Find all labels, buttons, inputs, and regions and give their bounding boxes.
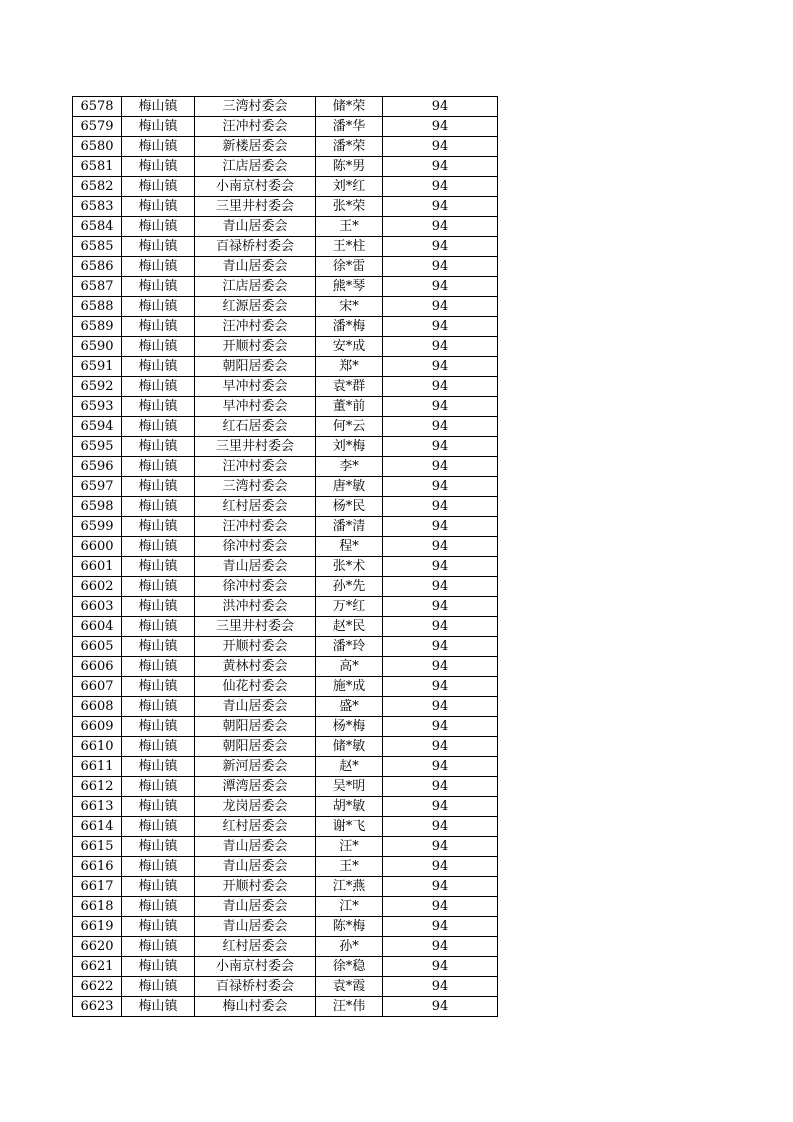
committee-cell: 青山居委会 [195,697,316,717]
town-cell: 梅山镇 [122,677,195,697]
committee-cell: 三里井村委会 [195,437,316,457]
person-name-cell: 程* [316,537,383,557]
town-cell: 梅山镇 [122,617,195,637]
table-row [73,417,498,437]
committee-cell: 三湾村委会 [195,477,316,497]
score-cell: 94 [383,597,498,617]
row-number-cell: 6603 [73,597,122,617]
town-cell: 梅山镇 [122,397,195,417]
score-cell: 94 [383,897,498,917]
table-row [73,797,498,817]
committee-cell: 黄林村委会 [195,657,316,677]
committee-cell: 江店居委会 [195,277,316,297]
score-cell: 94 [383,217,498,237]
town-cell: 梅山镇 [122,517,195,537]
row-number-cell: 6615 [73,837,122,857]
committee-cell: 青山居委会 [195,217,316,237]
table-row [73,377,498,397]
score-cell: 94 [383,257,498,277]
town-cell: 梅山镇 [122,577,195,597]
person-name-cell: 董*前 [316,397,383,417]
score-cell: 94 [383,97,498,117]
table-row [73,437,498,457]
score-cell: 94 [383,577,498,597]
town-cell: 梅山镇 [122,477,195,497]
score-cell: 94 [383,117,498,137]
score-cell: 94 [383,837,498,857]
town-cell: 梅山镇 [122,977,195,997]
row-number-cell: 6585 [73,237,122,257]
committee-cell: 洪冲村委会 [195,597,316,617]
town-cell: 梅山镇 [122,277,195,297]
person-name-cell: 汪*伟 [316,997,383,1017]
table-row [73,677,498,697]
person-name-cell: 李* [316,457,383,477]
person-name-cell: 储*荣 [316,97,383,117]
score-cell: 94 [383,237,498,257]
town-cell: 梅山镇 [122,957,195,977]
person-name-cell: 施*成 [316,677,383,697]
committee-cell: 朝阳居委会 [195,737,316,757]
person-name-cell: 杨*民 [316,497,383,517]
town-cell: 梅山镇 [122,217,195,237]
committee-cell: 青山居委会 [195,897,316,917]
committee-cell: 梅山村委会 [195,997,316,1017]
person-name-cell: 王* [316,217,383,237]
table-row [73,97,498,117]
person-name-cell: 陈*梅 [316,917,383,937]
row-number-cell: 6599 [73,517,122,537]
person-name-cell: 王* [316,857,383,877]
committee-cell: 汪冲村委会 [195,117,316,137]
person-name-cell: 孙* [316,937,383,957]
row-number-cell: 6618 [73,897,122,917]
table-row [73,457,498,477]
score-cell: 94 [383,817,498,837]
score-cell: 94 [383,377,498,397]
row-number-cell: 6609 [73,717,122,737]
person-name-cell: 袁*霞 [316,977,383,997]
committee-cell: 汪冲村委会 [195,517,316,537]
table-row [73,517,498,537]
person-name-cell: 郑* [316,357,383,377]
score-cell: 94 [383,297,498,317]
committee-cell: 小南京村委会 [195,957,316,977]
committee-cell: 早冲村委会 [195,377,316,397]
town-cell: 梅山镇 [122,377,195,397]
town-cell: 梅山镇 [122,917,195,937]
score-cell: 94 [383,137,498,157]
person-name-cell: 陈*男 [316,157,383,177]
committee-cell: 青山居委会 [195,917,316,937]
row-number-cell: 6591 [73,357,122,377]
table-row [73,157,498,177]
committee-cell: 小南京村委会 [195,177,316,197]
table-row [73,557,498,577]
table-row [73,737,498,757]
score-cell: 94 [383,977,498,997]
town-cell: 梅山镇 [122,257,195,277]
table-row [73,957,498,977]
town-cell: 梅山镇 [122,777,195,797]
row-number-cell: 6600 [73,537,122,557]
committee-cell: 汪冲村委会 [195,457,316,477]
committee-cell: 朝阳居委会 [195,717,316,737]
row-number-cell: 6619 [73,917,122,937]
row-number-cell: 6583 [73,197,122,217]
table-row [73,177,498,197]
row-number-cell: 6621 [73,957,122,977]
committee-cell: 早冲村委会 [195,397,316,417]
score-cell: 94 [383,457,498,477]
table-row [73,977,498,997]
person-name-cell: 吴*明 [316,777,383,797]
score-cell: 94 [383,777,498,797]
town-cell: 梅山镇 [122,337,195,357]
table-row [73,917,498,937]
committee-cell: 仙花村委会 [195,677,316,697]
row-number-cell: 6617 [73,877,122,897]
town-cell: 梅山镇 [122,497,195,517]
row-number-cell: 6613 [73,797,122,817]
person-name-cell: 胡*敏 [316,797,383,817]
score-cell: 94 [383,877,498,897]
table-row [73,537,498,557]
committee-cell: 徐冲村委会 [195,537,316,557]
person-name-cell: 储*敏 [316,737,383,757]
roster-table [72,96,498,1017]
town-cell: 梅山镇 [122,857,195,877]
town-cell: 梅山镇 [122,657,195,677]
row-number-cell: 6606 [73,657,122,677]
table-row [73,297,498,317]
table-row [73,597,498,617]
score-cell: 94 [383,697,498,717]
person-name-cell: 张*术 [316,557,383,577]
committee-cell: 青山居委会 [195,257,316,277]
person-name-cell: 潘*梅 [316,317,383,337]
row-number-cell: 6579 [73,117,122,137]
committee-cell: 百禄桥村委会 [195,977,316,997]
committee-cell: 红村居委会 [195,497,316,517]
row-number-cell: 6581 [73,157,122,177]
person-name-cell: 潘*玲 [316,637,383,657]
table-row [73,717,498,737]
table-row [73,217,498,237]
table-row [73,137,498,157]
row-number-cell: 6605 [73,637,122,657]
person-name-cell: 江*燕 [316,877,383,897]
row-number-cell: 6622 [73,977,122,997]
person-name-cell: 袁*群 [316,377,383,397]
person-name-cell: 张*荣 [316,197,383,217]
row-number-cell: 6590 [73,337,122,357]
town-cell: 梅山镇 [122,357,195,377]
committee-cell: 红源居委会 [195,297,316,317]
town-cell: 梅山镇 [122,897,195,917]
row-number-cell: 6594 [73,417,122,437]
table-row [73,357,498,377]
score-cell: 94 [383,917,498,937]
row-number-cell: 6578 [73,97,122,117]
committee-cell: 开顺村委会 [195,637,316,657]
table-row [73,317,498,337]
town-cell: 梅山镇 [122,997,195,1017]
score-cell: 94 [383,197,498,217]
score-cell: 94 [383,417,498,437]
person-name-cell: 熊*琴 [316,277,383,297]
table-row [73,857,498,877]
score-cell: 94 [383,757,498,777]
person-name-cell: 江* [316,897,383,917]
town-cell: 梅山镇 [122,117,195,137]
row-number-cell: 6602 [73,577,122,597]
table-row [73,937,498,957]
row-number-cell: 6612 [73,777,122,797]
person-name-cell: 盛* [316,697,383,717]
town-cell: 梅山镇 [122,797,195,817]
row-number-cell: 6589 [73,317,122,337]
table-row [73,497,498,517]
person-name-cell: 潘*华 [316,117,383,137]
town-cell: 梅山镇 [122,557,195,577]
score-cell: 94 [383,437,498,457]
committee-cell: 龙岗居委会 [195,797,316,817]
row-number-cell: 6623 [73,997,122,1017]
score-cell: 94 [383,677,498,697]
table-row [73,577,498,597]
score-cell: 94 [383,857,498,877]
row-number-cell: 6604 [73,617,122,637]
committee-cell: 红村居委会 [195,937,316,957]
town-cell: 梅山镇 [122,697,195,717]
row-number-cell: 6592 [73,377,122,397]
committee-cell: 百禄桥村委会 [195,237,316,257]
town-cell: 梅山镇 [122,317,195,337]
row-number-cell: 6601 [73,557,122,577]
person-name-cell: 刘*红 [316,177,383,197]
town-cell: 梅山镇 [122,177,195,197]
row-number-cell: 6611 [73,757,122,777]
table-row [73,637,498,657]
row-number-cell: 6593 [73,397,122,417]
town-cell: 梅山镇 [122,837,195,857]
committee-cell: 三湾村委会 [195,97,316,117]
table-row [73,257,498,277]
town-cell: 梅山镇 [122,137,195,157]
person-name-cell: 宋* [316,297,383,317]
table-row [73,657,498,677]
score-cell: 94 [383,797,498,817]
person-name-cell: 潘*清 [316,517,383,537]
row-number-cell: 6587 [73,277,122,297]
row-number-cell: 6616 [73,857,122,877]
committee-cell: 青山居委会 [195,557,316,577]
town-cell: 梅山镇 [122,297,195,317]
row-number-cell: 6586 [73,257,122,277]
table-row [73,697,498,717]
town-cell: 梅山镇 [122,157,195,177]
score-cell: 94 [383,737,498,757]
row-number-cell: 6608 [73,697,122,717]
committee-cell: 徐冲村委会 [195,577,316,597]
score-cell: 94 [383,157,498,177]
score-cell: 94 [383,557,498,577]
table-row [73,397,498,417]
table-row [73,477,498,497]
committee-cell: 红村居委会 [195,817,316,837]
person-name-cell: 赵* [316,757,383,777]
table-row [73,837,498,857]
table-row [73,997,498,1017]
row-number-cell: 6595 [73,437,122,457]
town-cell: 梅山镇 [122,757,195,777]
person-name-cell: 徐*雷 [316,257,383,277]
score-cell: 94 [383,497,498,517]
committee-cell: 红石居委会 [195,417,316,437]
table-row [73,777,498,797]
row-number-cell: 6614 [73,817,122,837]
table-row [73,277,498,297]
town-cell: 梅山镇 [122,197,195,217]
person-name-cell: 杨*梅 [316,717,383,737]
committee-cell: 开顺村委会 [195,337,316,357]
score-cell: 94 [383,397,498,417]
score-cell: 94 [383,317,498,337]
score-cell: 94 [383,937,498,957]
person-name-cell: 何*云 [316,417,383,437]
committee-cell: 朝阳居委会 [195,357,316,377]
person-name-cell: 万*红 [316,597,383,617]
town-cell: 梅山镇 [122,457,195,477]
table-row [73,757,498,777]
score-cell: 94 [383,717,498,737]
table-row [73,117,498,137]
score-cell: 94 [383,657,498,677]
table-row [73,197,498,217]
row-number-cell: 6596 [73,457,122,477]
person-name-cell: 王*柱 [316,237,383,257]
person-name-cell: 潘*荣 [316,137,383,157]
score-cell: 94 [383,177,498,197]
score-cell: 94 [383,637,498,657]
committee-cell: 新河居委会 [195,757,316,777]
committee-cell: 江店居委会 [195,157,316,177]
row-number-cell: 6580 [73,137,122,157]
town-cell: 梅山镇 [122,237,195,257]
committee-cell: 青山居委会 [195,837,316,857]
committee-cell: 汪冲村委会 [195,317,316,337]
person-name-cell: 高* [316,657,383,677]
table-row [73,237,498,257]
town-cell: 梅山镇 [122,817,195,837]
roster-table-body [73,97,498,1017]
town-cell: 梅山镇 [122,417,195,437]
committee-cell: 三里井村委会 [195,617,316,637]
row-number-cell: 6584 [73,217,122,237]
score-cell: 94 [383,997,498,1017]
row-number-cell: 6598 [73,497,122,517]
score-cell: 94 [383,957,498,977]
committee-cell: 青山居委会 [195,857,316,877]
committee-cell: 三里井村委会 [195,197,316,217]
person-name-cell: 唐*敏 [316,477,383,497]
score-cell: 94 [383,357,498,377]
committee-cell: 开顺村委会 [195,877,316,897]
town-cell: 梅山镇 [122,937,195,957]
score-cell: 94 [383,337,498,357]
row-number-cell: 6620 [73,937,122,957]
town-cell: 梅山镇 [122,97,195,117]
table-row [73,337,498,357]
town-cell: 梅山镇 [122,437,195,457]
score-cell: 94 [383,537,498,557]
town-cell: 梅山镇 [122,717,195,737]
table-row [73,877,498,897]
person-name-cell: 谢*飞 [316,817,383,837]
person-name-cell: 徐*稳 [316,957,383,977]
score-cell: 94 [383,517,498,537]
town-cell: 梅山镇 [122,877,195,897]
row-number-cell: 6582 [73,177,122,197]
person-name-cell: 刘*梅 [316,437,383,457]
score-cell: 94 [383,277,498,297]
person-name-cell: 孙*先 [316,577,383,597]
person-name-cell: 汪* [316,837,383,857]
score-cell: 94 [383,617,498,637]
person-name-cell: 安*成 [316,337,383,357]
score-cell: 94 [383,477,498,497]
row-number-cell: 6597 [73,477,122,497]
town-cell: 梅山镇 [122,737,195,757]
person-name-cell: 赵*民 [316,617,383,637]
town-cell: 梅山镇 [122,597,195,617]
table-row [73,617,498,637]
committee-cell: 潭湾居委会 [195,777,316,797]
table-row [73,817,498,837]
committee-cell: 新楼居委会 [195,137,316,157]
row-number-cell: 6607 [73,677,122,697]
town-cell: 梅山镇 [122,637,195,657]
table-row [73,897,498,917]
row-number-cell: 6610 [73,737,122,757]
row-number-cell: 6588 [73,297,122,317]
town-cell: 梅山镇 [122,537,195,557]
